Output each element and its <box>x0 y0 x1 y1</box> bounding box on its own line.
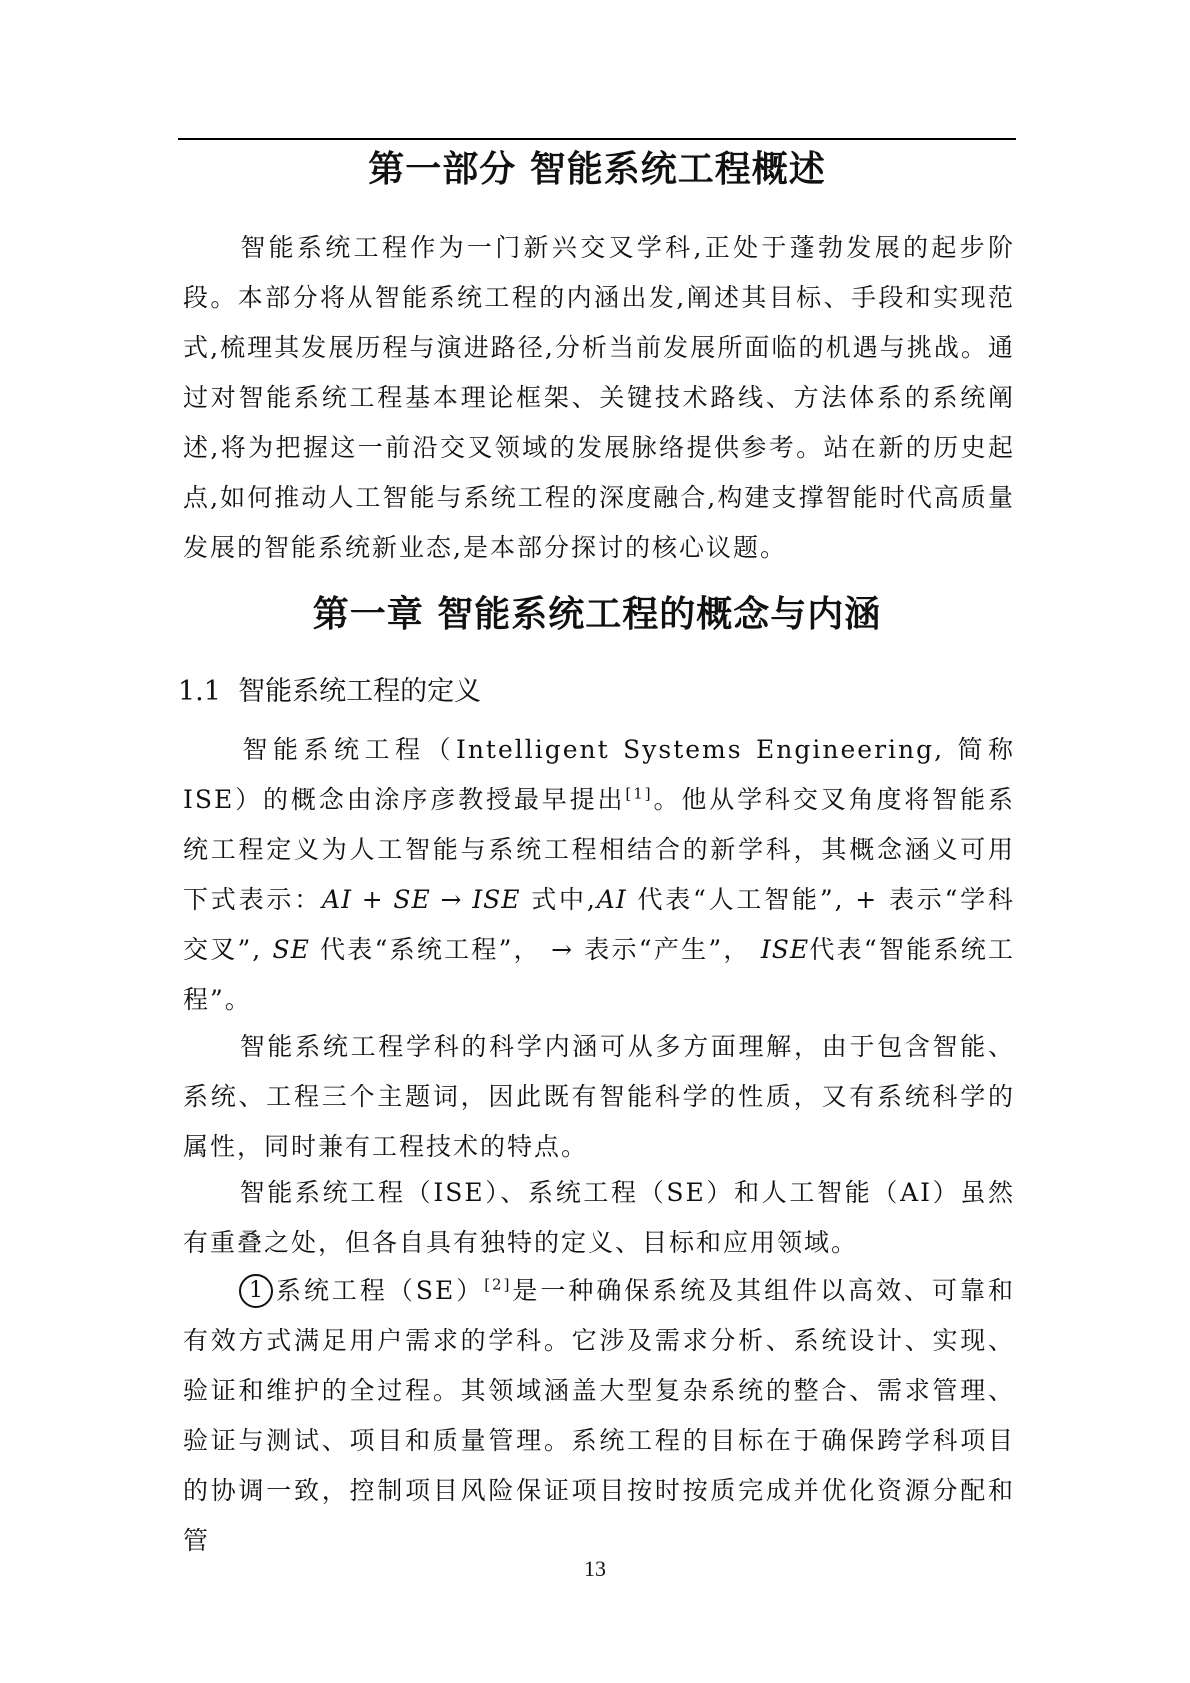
circled-number-one: 1 <box>239 1274 273 1308</box>
se-text-1: 系统工程（SE） <box>275 1276 485 1305</box>
math-ai: AI <box>596 885 627 914</box>
se-paragraph <box>183 1266 1015 1566</box>
formula: AI + SE → ISE <box>322 885 521 914</box>
part-title: 第一部分 智能系统工程概述 <box>368 149 826 190</box>
definition-paragraph <box>183 725 1015 1025</box>
math-se: SE <box>272 935 310 964</box>
section-number: 1.1 <box>178 676 221 707</box>
page-number: 13 <box>584 1556 606 1581</box>
citation-2[interactable]: [2] <box>484 1275 512 1294</box>
header-rule <box>178 138 1016 140</box>
math-ise: ISE <box>760 935 810 964</box>
definition-text-2: 。他从学科交叉角度将智能系统工程定义为人工智能与系统工程相结合的新学科，其概念涵义可用下式表示： <box>183 785 1015 914</box>
intro-text: 智能系统工程作为一门新兴交叉学科,正处于蓬勃发展的起步阶段。本部分将从智能系统工程的内涵出发,阐述其目标、手段和实现范式,梳理其发展历程与演进路径,分析当前发展所面临的机遇与挑战。通过对智能系统工程基本理论框架、关键技术路线、方法体系的系统阐述,将为把握这一前沿交叉领域的发展脉络提供参考。站在新的历史起点,如何推动人工智能与系统工程的深度融合,构建支撑智能时代高质量发展的智能系统新业态,是本部分探讨的核心议题。 <box>183 233 1015 562</box>
definition-text-1: 智能系统工程（Intelligent Systems Engineering, 简称 ISE）的概念由涂序彦教授最早提出 <box>183 735 1015 814</box>
se-text-2: 是一种确保系统及其组件以高效、可靠和有效方式满足用户需求的学科。它涉及需求分析、系统设计、实现、验证和维护的全过程。其领域涵盖大型复杂系统的整合、需求管理、验证与测试、项目和质量管理。系统工程的目标在于确保跨学科项目的协调一致，控制项目风险保证项目按时按质完成并优化资源分配和管 <box>183 1276 1015 1555</box>
nature-paragraph <box>183 1022 1015 1172</box>
overlap-paragraph <box>183 1168 1015 1268</box>
overlap-text: 智能系统工程（ISE）、系统工程（SE）和人工智能（AI）虽然有重叠之处，但各自具有独特的定义、目标和应用领域。 <box>183 1178 1015 1257</box>
section-title-text: 智能系统工程的定义 <box>238 676 482 707</box>
definition-text-5: 代表“系统工程”， → 表示“产生”， <box>309 935 761 964</box>
definition-text-4: 代表“人工智能”, + 表示“学科交叉”, <box>183 885 1015 964</box>
chapter-title: 第一章 智能系统工程的概念与内涵 <box>312 594 882 635</box>
nature-text: 智能系统工程学科的科学内涵可从多方面理解，由于包含智能、系统、工程三个主题词，因此既有智能科学的性质，又有系统科学的属性，同时兼有工程技术的特点。 <box>183 1032 1015 1161</box>
section-heading <box>178 670 1016 714</box>
definition-text-6: 代表“智能系统工程”。 <box>183 935 1015 1014</box>
intro-paragraph <box>183 223 1015 573</box>
citation-1[interactable]: [1] <box>625 784 653 803</box>
definition-text-3: 式中, <box>520 885 597 914</box>
